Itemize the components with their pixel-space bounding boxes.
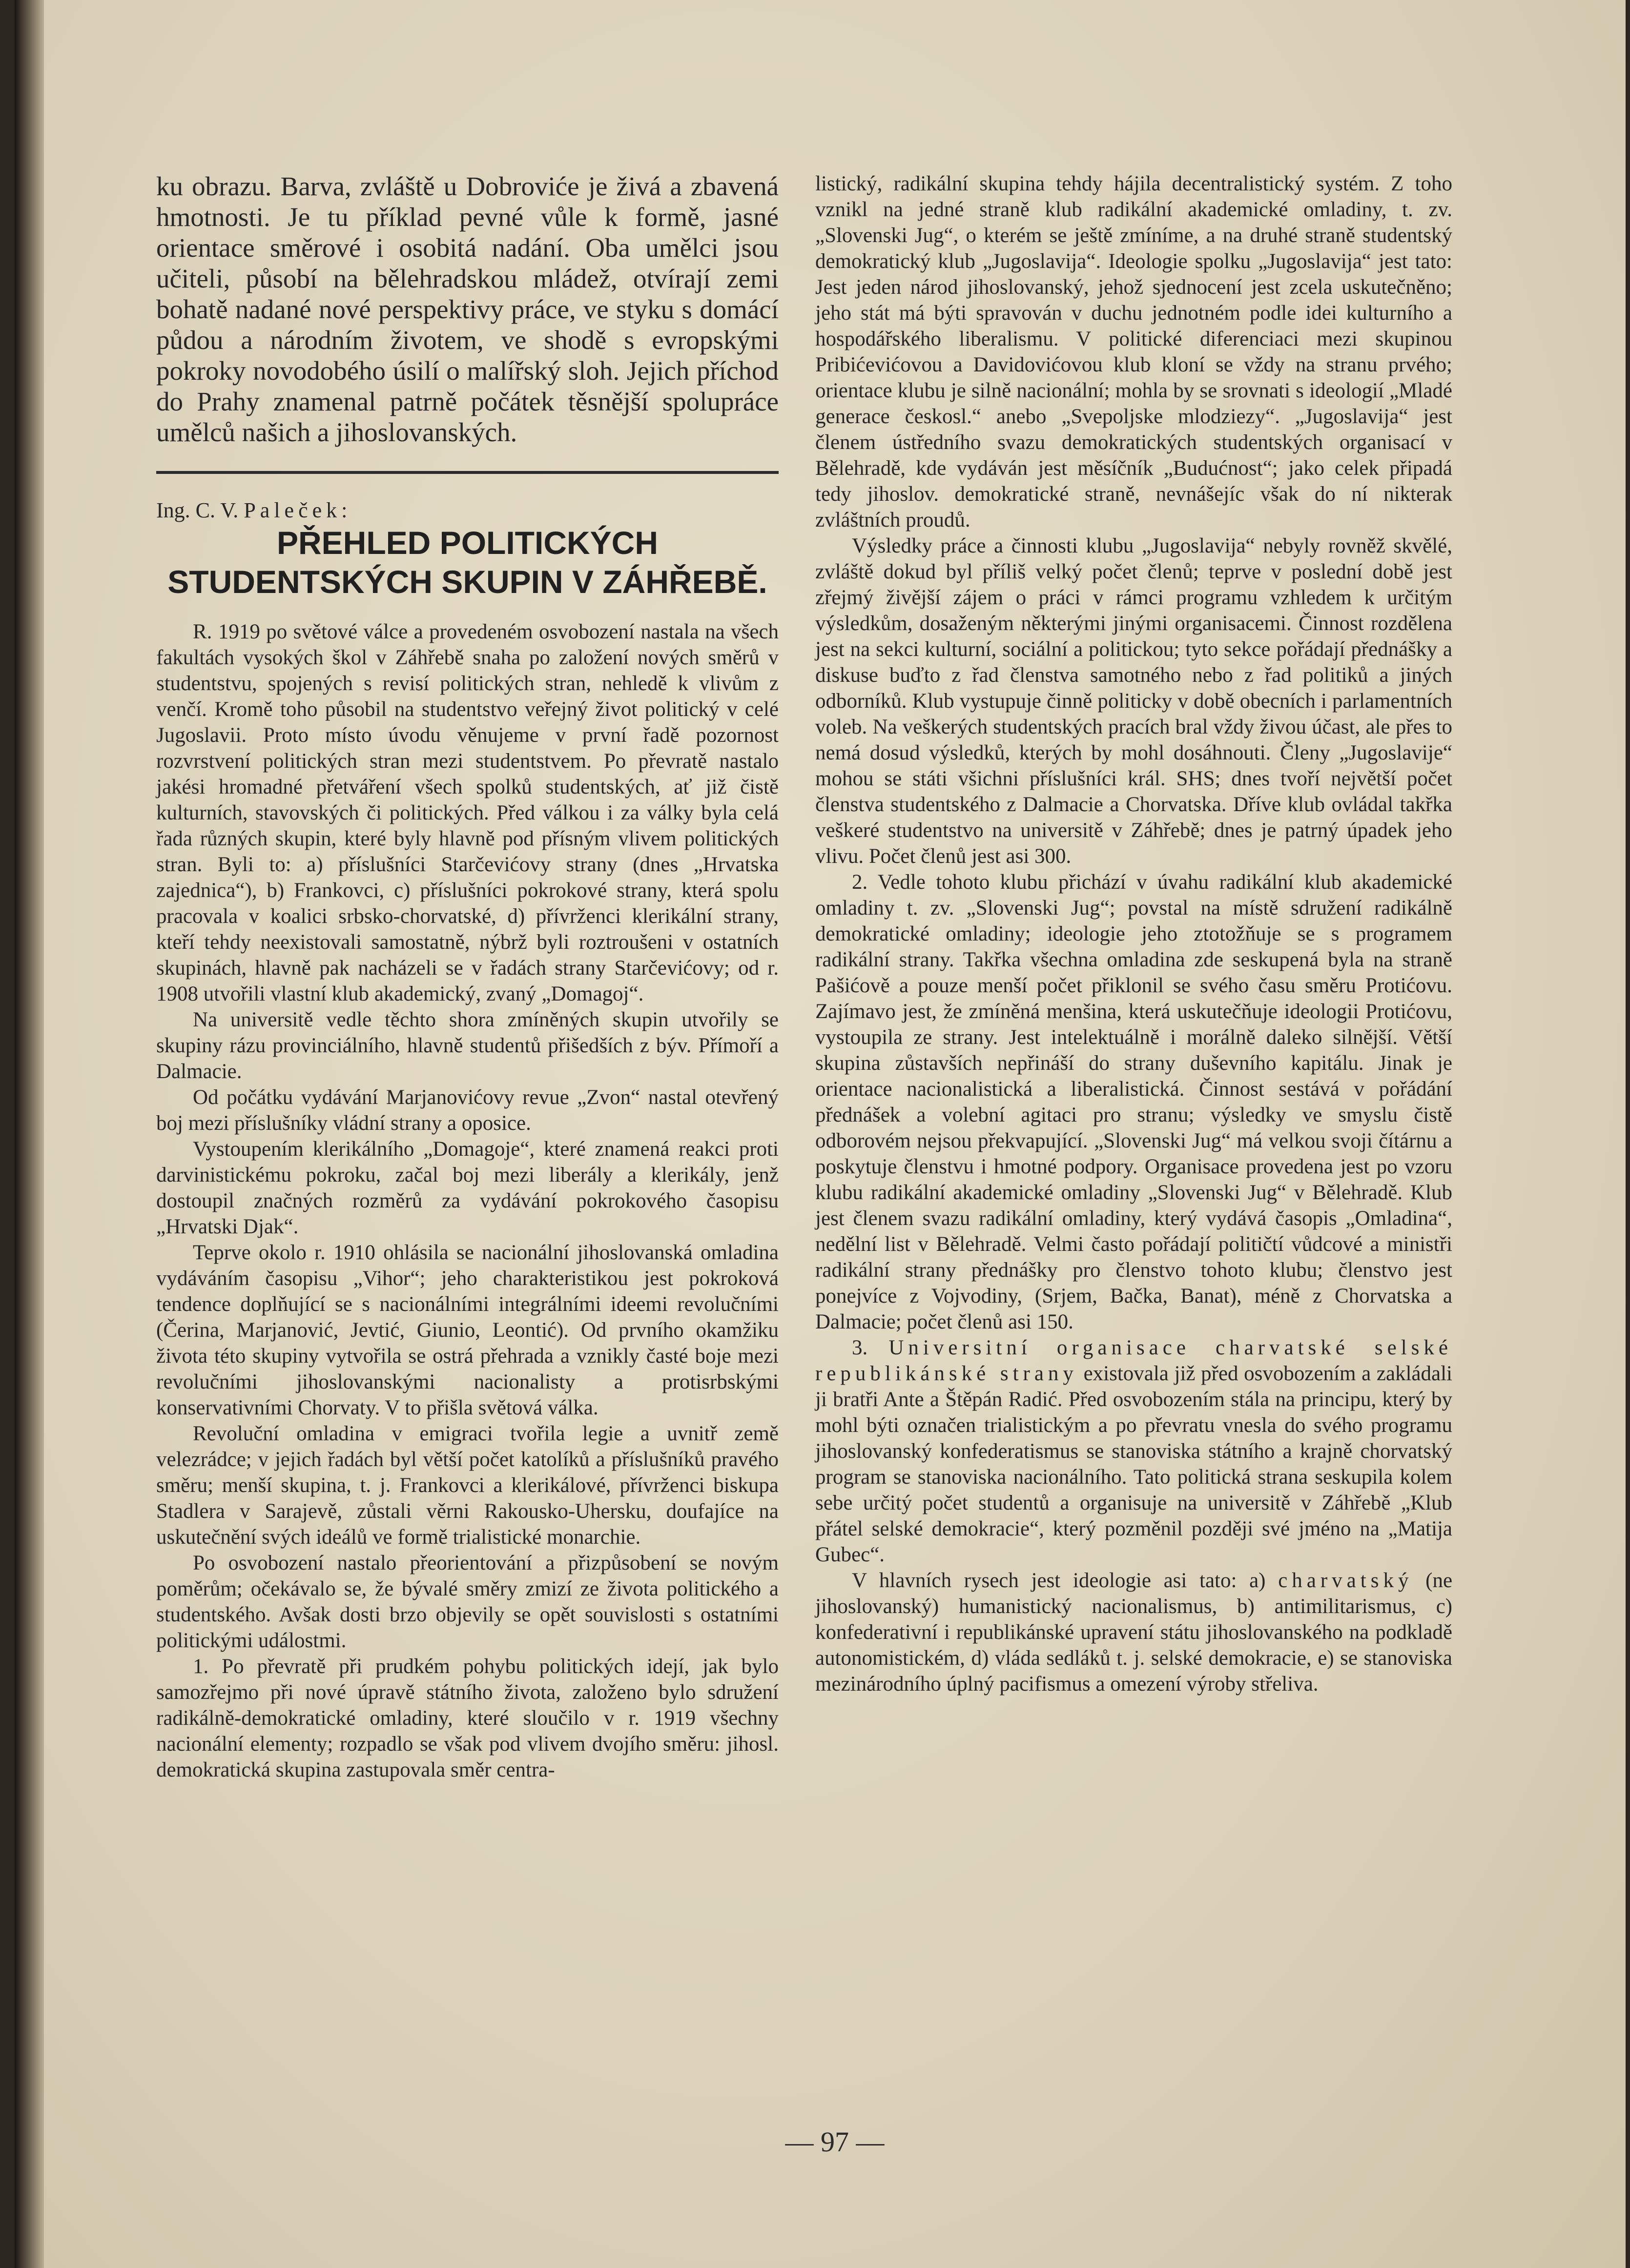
document-page <box>15 0 1626 2268</box>
article-separator-rule <box>156 471 779 474</box>
paragraph: Teprve okolo r. 1910 ohlásila se nacionální jihoslovanská omladina vydáváním časopisu „Vihor“; jeho charakteristikou jest pokroková tendence doplňující se s nacionálními integrálními ideemi revolučními (Čerina, Marjanović, Jevtić, Giunio, Leontić). Od prvního okamžiku života této skupiny vytvořila se ostrá přehrada a vznikly časté boje mezi revolučními jihoslovanskými nacionalisty a protisrbskými konservativními Chorvaty. V to přišla světová válka. <box>156 1241 779 1419</box>
emphasized-word: charvatský <box>1278 1569 1413 1592</box>
paragraph-text: existovala již před osvobozením a zakládali ji bratři Ante a Štěpán Radić. Před osvobozením stála na principu, který by mohl býti označen trialistickým a po převratu vnesla do svého programu jihoslovanský konfederatismus se stanoviska státního a krajně chorvatský program se stanoviska nacionálního. Tato politická strana seskupila kolem sebe určitý počet studentů a organisuje na universitě v Záhřebě „Klub přátel selské demokracie“, který pozměnil později své jméno na „Matija Gubec“. <box>815 1362 1453 1566</box>
paragraph: Vystoupením klerikálního „Domagoje“, které znamená reakci proti darvinistickému pokroku, začal boj mezi liberály a klerikály, jenž dostoupil značných rozměrů za vydávání pokrokového časopisu „Hrvatski Djak“. <box>156 1138 779 1238</box>
author-prefix: Ing. C. V. <box>156 498 239 522</box>
paragraph-text: (ne jihoslovanský) humanistický nacionalismus, b) antimilitarismus, c) konfederativní i republikánské upravení státu jihoslovanského na podkladě autonomistickém, d) vláda sedláků t. j. selské demokracie, e) se stanoviska mezinárodního úplný pacifismus a omezení výroby střeliva. <box>815 1569 1453 1696</box>
paragraph: Výsledky práce a činnosti klubu „Jugoslavija“ nebyly rovněž skvělé, zvláště dokud byl příliš velký počet členů; teprve v poslední době jest zřejmý živější zájem o práci v rámci programu vzhledem k určitým výsledkům, dosaženým některými jinými organisacemi. Činnost rozdělena jest na sekci kulturní, sociální a politickou; tyto sekce pořádají přednášky a diskuse buďto z řad členstva samotného nebo z řad politiků a jiných odborníků. Klub vystupuje činně politicky v době obecních i parlamentních voleb. Na veškerých studentských pracích bral vždy živou účast, ale přes to nemá dosud výsledků, kterých by mohl dosáhnouti. Členy „Jugoslavije“ mohou se státi všichni příslušníci král. SHS; dnes tvoří největší počet členstva studentského z Dalmacie a Chorvatska. Dříve klub ovládal takřka veškeré studentstvo na universitě v Záhřebě; dnes je patrný úpadek jeho vlivu. Počet členů jest asi 300. <box>815 534 1452 868</box>
paragraph-number: 3. <box>852 1336 868 1359</box>
paragraph: R. 1919 po světové válce a provedeném osvobození nastala na všech fakultách vysokých škol v Záhřebě snaha po založení nových směrů v studentstvu, spojených s revisí politických stran, nehledě k vlivům z venčí. Kromě toho působil na studentstvo veřejný život politický v celé Jugoslavii. Proto místo úvodu věnujeme v první řadě pozornost rozvrstvení politických stran mezi studentstvem. Po převratě nastalo jakési hromadné přetváření všech spolků studentských, ať již čistě kulturních, stavovských či politických. Před válkou i za války byla celá řada různých skupin, které byly hlavně pod přísným vlivem politických stran. Byli to: a) příslušníci Starčevićovy strany (dnes „Hrvatska zajednica“), b) Frankovci, c) příslušníci pokrokové strany, která spolu pracovala v koalici srbsko-chorvatské, d) přívrženci klerikální strany, kteří tehdy neexistovali samostatně, nýbrž byli roztroušeni v ostatních skupinách, hlavně pak nacházeli se v řadách strany Starčevićovy; od r. 1908 utvořili vlastní klub akademický, zvaný „Domagoj“. <box>156 620 779 1005</box>
left-column <box>156 171 779 1783</box>
author-byline <box>156 497 779 523</box>
paragraph <box>815 1335 1452 1568</box>
paragraph: Od počátku vydávání Marjanovićovy revue „Zvon“ nastal otevřený boj mezi příslušníky vládní strany a oposice. <box>156 1086 779 1135</box>
emphasized-organisation-name: Universitní organisace charvatské selské republikánské strany <box>815 1336 1452 1385</box>
paragraph: Na universitě vedle těchto shora zmíněných skupin utvořily se skupiny rázu provinciálního, hlavně studentů přišedších z býv. Přímoří a Dalmacie. <box>156 1008 779 1083</box>
paragraph <box>815 1568 1452 1697</box>
article-title: PŘEHLED POLITICKÝCH STUDENTSKÝCH SKUPIN V ZÁHŘEBĚ. <box>167 525 767 600</box>
page-number: — 97 — <box>785 2126 885 2158</box>
previous-article-ending: ku obrazu. Barva, zvláště u Dobroviće je živá a zbavená hmotnosti. Je tu příklad pevné vůle k formě, jasné orientace směrové i osobitá nadání. Oba umělci jsou učiteli, působí na bělehradskou mládež, otvírají zemi bohatě nadané nové perspektivy práce, ve styku s domácí půdou a národním životem, ve shodě s evropskými pokroky novodobého úsilí o malířský sloh. Jejich příchod do Prahy znamenal patrně počátek těsnější spolupráce umělců našich a jihoslovanských. <box>156 171 779 447</box>
right-column <box>815 171 1452 1697</box>
paragraph: 1. Po převratě při prudkém pohybu politických idejí, jak bylo samozřejmo při nové úpravě státního života, založeno bylo sdružení radikálně-demokratické omladiny, které sloučilo v r. 1919 všechny nacionální elementy; rozpadlo se však pod vlivem dvojího směru: jihosl. demokratická skupina zastupovala směr centra- <box>156 1655 779 1781</box>
book-spine-shadow <box>15 0 44 2268</box>
paragraph-text: V hlavních rysech jest ideologie asi tato: a) <box>852 1569 1266 1592</box>
paragraph: listický, radikální skupina tehdy hájila decentralistický systém. Z toho vznikl na jedné straně klub radikální akademické omladiny, t. zv. „Slovenski Jug“, o kterém se ještě zmíníme, a na druhé straně studentský demokratický klub „Jugoslavija“. Ideologie spolku „Jugoslavija“ jest tato: Jest jeden národ jihoslovanský, jehož sjednocení jest zcela uskutečněno; jeho stát má býti spravován v duchu jednotném podle idei kulturního a hospodářského liberalismu. V politické diferenciaci mezi skupinou Pribićevićovou a Davidovićovou klub kloní se vždy na stranu prvého; orientace klubu je silně nacionální; mohla by se srovnati s ideologií „Mladé generace českosl.“ anebo „Svepoljske mlodziezy“. „Jugoslavija“ jest členem ústředního svazu demokratických studentských organisací v Bělehradě, kde vydáván jest měsíčník „Budućnost“; jako celek připadá tedy jihoslov. demokratické straně, nevnášejíc však do ní nikterak zvláštních proudů. <box>815 172 1452 531</box>
paragraph: Revoluční omladina v emigraci tvořila legie a uvnitř země velezrádce; v jejich řadách byl větší počet katolíků a příslušníků pravého směru; menší skupina, t. j. Frankovci a klerikálové, přívrženci biskupa Stadlera v Sarajevě, zůstali věrni Rakousko-Uhersku, doufajíce na uskutečnění svých ideálů ve formě trialistické monarchie. <box>156 1422 779 1549</box>
paragraph: Po osvobození nastalo přeorientování a přizpůsobení se novým poměrům; očekávalo se, že bývalé směry zmizí ze života politického a studentského. Avšak dosti brzo objevily se opět souvislosti s ostatními politickými událostmi. <box>156 1552 779 1652</box>
author-name: Paleček: <box>244 498 352 522</box>
paragraph: 2. Vedle tohoto klubu přichází v úvahu radikální klub akademické omladiny t. zv. „Slovenski Jug“; povstal na místě sdružení radikálně demokratické omladiny; ideologie jeho ztotožňuje se s programem radikální strany. Takřka všechna omladina zde seskupená byla na straně Pašićově a pouze menší počet přiklonil se svého času směru Protićovu. Zajímavo jest, že zmíněná menšina, která uskutečňuje ideologii Protićovu, vystoupila ze strany. Jest intelektuálně i morálně daleko silnější. Větší skupina zůstavších nepřináší do strany duševního kapitálu. Jinak je orientace nacionalistická a liberalistická. Činnost sestává v pořádání přednášek a volební agitaci pro stranu; výsledky ve smyslu čistě odborovém nejsou překvapující. „Slovenski Jug“ má velkou svoji čítárnu a poskytuje členstvu i hmotné podpory. Organisace provedena jest po vzoru klubu radikální akademické omladiny „Slovenski Jug“ v Bělehradě. Klub jest členem svazu radikální omladiny, který vydává časopis „Omladina“, nedělní list v Bělehradě. Velmi často pořádají političtí vůdcové a ministři radikální strany přednášky pro členstvo tohoto klubu; členstvo jest ponejvíce z Vojvodiny, (Srjem, Bačka, Banat), méně z Chorvatska a Dalmacie; počet členů asi 150. <box>815 871 1452 1333</box>
